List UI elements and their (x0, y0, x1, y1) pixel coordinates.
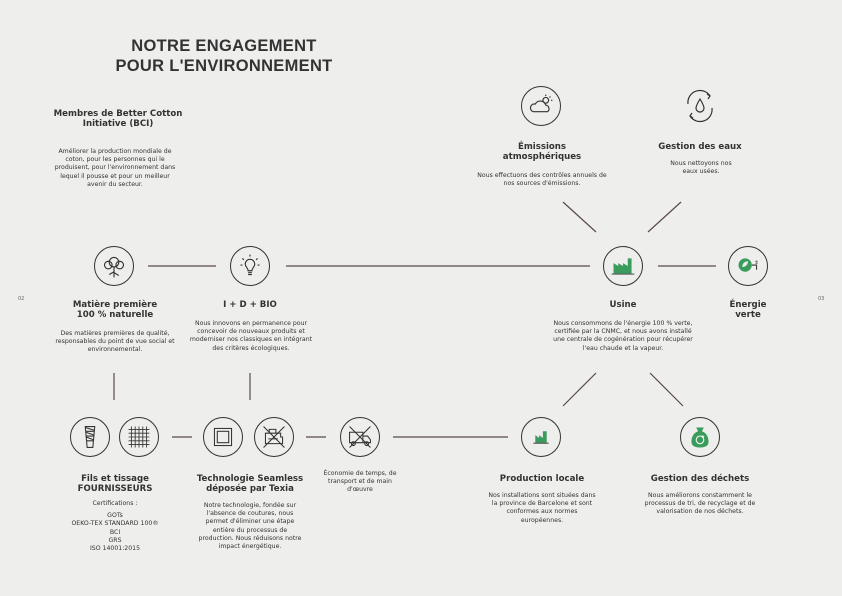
bci-text: Améliorer la production mondiale de coton, pour les personnes qui le produisent, pour l'environnement dans lequel il pousse et pour un meilleur avenir du secteur. (54, 148, 176, 188)
fabric-weave-icon (119, 417, 159, 457)
usine-title: Usine (609, 300, 637, 310)
page-number-right: 03 (818, 296, 825, 302)
seamless-square-icon (203, 417, 243, 457)
water-cycle-icon (680, 86, 720, 126)
no-sewing-icon (254, 417, 294, 457)
cotton-plant-icon (94, 246, 134, 286)
rdbio-title: I + D + BIO (223, 300, 277, 310)
connector-usine-eaux (648, 202, 681, 232)
seamless-text: Notre technologie, fondée sur l'absence de coutures, nous permet d'éliminer une étape entière du processus de production. Nous réduisons notre impact énergétique. (198, 502, 302, 551)
eaux-title: Gestion des eaux (658, 142, 742, 152)
seamless-title: Technologie Seamless déposée par Texia (196, 474, 304, 494)
factory-icon (603, 246, 643, 286)
matiere-title: Matière première 100 % naturelle (72, 300, 158, 320)
page-title: NOTRE ENGAGEMENT POUR L'ENVIRONNEMENT (115, 37, 333, 75)
page-number-left: 02 (18, 296, 25, 302)
lightbulb-icon (230, 246, 270, 286)
green-energy-plug-icon (728, 246, 768, 286)
dechets-text: Nous améliorons constamment le processus de tri, de recyclage et de valorisation de nos déchets. (644, 492, 756, 516)
thread-spool-icon (70, 417, 110, 457)
matiere-text: Des matières premières de qualité, responsables du point de vue social et environnemental. (55, 330, 175, 354)
fils-certifications: Certifications : GOTs OEKO-TEX STANDARD 100® BCI GRS ISO 14001:2015 (71, 500, 159, 553)
energie-title: Énergie verte (729, 300, 767, 320)
bci-title: Membres de Better Cotton Initiative (BCI) (53, 109, 183, 129)
connector-usine-emissions (563, 202, 596, 232)
economie-text: Économie de temps, de transport et de main d'œuvre (323, 470, 397, 494)
connector-usine-production (563, 373, 596, 406)
production-text: Nos installations sont situées dans la province de Barcelone et sont conformes aux normes européennes. (488, 492, 596, 524)
fils-title: Fils et tissage FOURNISSEURS (77, 474, 153, 494)
production-title: Production locale (499, 474, 585, 484)
recycle-bag-icon (680, 417, 720, 457)
dechets-title: Gestion des déchets (650, 474, 750, 484)
eaux-text: Nous nettoyons nos eaux usées. (670, 160, 732, 176)
emissions-title: Émissions atmosphériques (502, 142, 582, 162)
local-factory-icon (521, 417, 561, 457)
connector-usine-dechets (650, 373, 683, 406)
rdbio-text: Nous innovons en permanence pour concevoir de nouveaux produits et moderniser nos classiques en intégrant des critères écologiques. (189, 320, 313, 352)
no-truck-icon (340, 417, 380, 457)
emissions-text: Nous effectuons des contrôles annuels de nos sources d'émissions. (477, 172, 607, 188)
usine-text: Nous consommons de l'énergie 100 % verte, certifiée par la CNMC, et nous avons installé une centrale de cogénération pour récupérer l'eau chaude et la vapeur. (553, 320, 693, 352)
cloud-sun-icon (521, 86, 561, 126)
